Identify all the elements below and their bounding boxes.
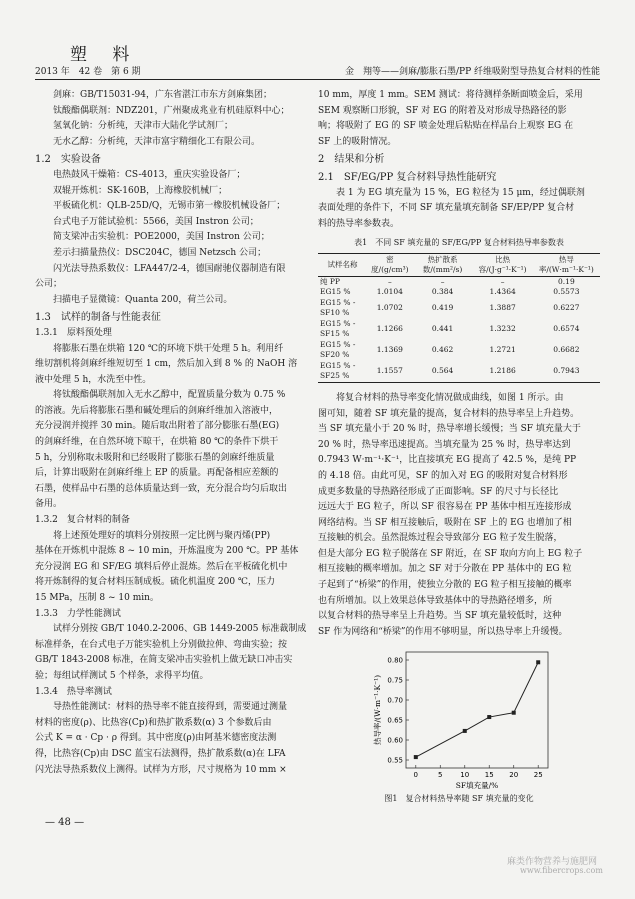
text-line: 差示扫描量热仪：DSC204C，德国 Netzsch 公司；: [53, 247, 267, 258]
text-line: 得，比热容(Cp)由 DSC 蓝宝石法测得，热扩散系数(α)在 LFA: [35, 748, 286, 759]
text-line: 子起到了“桥梁”的作用，使独立分散的 EG 粒子相互接触的概率: [318, 580, 572, 591]
text-line: 料的热导率参数表。: [318, 218, 400, 229]
y-tick-label: 0.65: [387, 716, 403, 725]
text-line: 氢氧化钠：分析纯，天津市大陆化学试剂厂；: [53, 121, 234, 132]
y-tick-label: 0.75: [387, 676, 403, 685]
text-line: 当 SF 填充量小于 20 % 时，热导率增长缓慢；当 SF 填充量大于: [318, 424, 581, 435]
text-line: 将开炼制得的复合材料压制成板。硫化机温度 200 ℃，压力: [35, 577, 275, 588]
data-point: [536, 661, 540, 665]
table-cell: 1.4364: [489, 287, 516, 297]
y-tick-label: 0.70: [387, 696, 403, 705]
text-line: 1.3.4 热导率测试: [35, 686, 112, 697]
text-line: 钛酸酯偶联剂：NDZ201，广州聚成兆业有机硅原料中心；: [53, 105, 290, 116]
table-cell: EG15 % -SF25 %: [318, 361, 367, 383]
table-cell: 1.0104: [376, 287, 403, 297]
text-line: 15 MPa，压制 8 ~ 10 min。: [35, 593, 159, 603]
table-row: [318, 319, 600, 340]
x-tick-label: 20: [509, 771, 519, 780]
text-line: 图可知，随着 SF 填充量的提高，复合材料的热导率呈上升趋势。: [318, 408, 580, 419]
text-line: 0.7943 W·m⁻¹·K⁻¹，比直接填充 EG 提高了 42.5 %，是纯 PP: [318, 455, 577, 466]
table-row: [318, 298, 600, 319]
table-cell: 0.7943: [533, 361, 600, 383]
text-line: SF 上的吸附情况。: [318, 136, 397, 147]
table-cell: 0.6227: [553, 303, 580, 313]
right-column-top-text: [318, 88, 600, 232]
text-line: 的剑麻纤维，在自然环境下晾干，在烘箱 80 ℃的条件下烘干: [35, 437, 279, 448]
text-line: 表 1 为 EG 填充量为 15 %，EG 粒径为 15 μm，经过偶联剂: [336, 187, 585, 198]
table-header-row: [318, 253, 600, 276]
table-cell: 1.1557: [367, 361, 413, 383]
table-row: [318, 276, 600, 287]
text-line: 成更多数量的导热路径形成了正面影响。SF 的尺寸与长径比: [318, 486, 559, 497]
table-cell: 1.3232: [489, 324, 516, 334]
table-cell: 1.1369: [376, 345, 403, 355]
text-line: 互接触的机会。虽然混炼过程会导致部分 EG 粒子发生脱落，: [318, 533, 563, 544]
table-header-cell: 热扩散系数/(mm²/s): [413, 253, 473, 276]
table-cell: 0.6682: [553, 345, 580, 355]
table-row: [318, 287, 600, 298]
text-line: 但是大部分 EG 粒子脱落在 SF 附近，在 SF 取向方向上 EG 粒子: [318, 548, 583, 559]
right-column-bottom-text: [318, 391, 600, 641]
text-line: 充分浸润并搅拌 30 min。随后取出附着了部分膨胀石墨(EG): [35, 421, 280, 432]
table-cell: 0.441: [431, 324, 454, 334]
text-line: GB/T 1843-2008 标准，在简支梁冲击实验机上做无缺口冲击实: [35, 655, 293, 666]
text-line: 充分浸润 EG 和 SF/EG 填料后停止混炼。然后在平板硫化机中: [35, 561, 288, 572]
watermark-en: www.fibercrops.com: [520, 866, 603, 875]
table-header-cell: 密度/(g/cm³): [367, 253, 413, 276]
table-header-cell: 比热容/(J·g⁻¹·K⁻¹): [473, 253, 533, 276]
table-cell: EG15 % -SF10 %: [320, 297, 356, 318]
text-line: 1.3.2 复合材料的制备: [35, 515, 130, 526]
text-line: SF 作为网络和“桥梁”的作用不够明显，所以热导率上升缓慢。: [318, 626, 568, 637]
text-line: 相互接触的概率增加。加之 SF 对于分散在 PP 基体中的 EG 粒: [318, 564, 572, 575]
table-cell: 0.19: [558, 276, 575, 286]
table-cell: 1.0702: [376, 303, 403, 313]
section-heading: 1.2 实验设备: [35, 154, 101, 166]
text-line: 的 4.18 倍。由此可见，SF 的加入对 EG 的吸附对复合材料形: [318, 470, 568, 481]
data-point: [487, 715, 491, 719]
table-cell: 0.5573: [553, 287, 580, 297]
table-cell: 1.3887: [489, 303, 516, 313]
text-line: SEM 观察断口形貌，SF 对 EG 的附着及对形成导热路径的影: [318, 105, 567, 116]
section-heading: 2.1 SF/EG/PP 复合材料导热性能研究: [318, 171, 497, 183]
text-line: 的溶液。先后将膨胀石墨和碱处理后的剑麻纤维加入溶液中，: [35, 405, 279, 416]
text-line: 5 h，分别称取未吸附和已经吸附了膨胀石墨的剑麻纤维质量: [35, 452, 275, 463]
x-tick-label: 10: [460, 771, 470, 780]
table-body: [318, 276, 600, 382]
table-row: [318, 340, 600, 361]
figure-caption: 图1 复合材料热导率随 SF 填充量的变化: [384, 794, 534, 804]
section-heading: 2 结果和分析: [318, 154, 385, 166]
text-line: 基体在开炼机中混炼 8 ~ 10 min，开炼温度为 200 ℃。PP 基体: [35, 546, 299, 557]
table-row: [318, 361, 600, 383]
table-cell: 纯 PP: [320, 276, 340, 286]
text-line: 无水乙醇：分析纯，天津市富宇精细化工有限公司。: [53, 136, 261, 147]
y-tick-label: 0.55: [387, 756, 403, 765]
text-line: 也有所增加。以上效果总体导致基体中的导热路径增多，所: [318, 595, 553, 606]
text-line: 维切割机将剑麻纤维短切至 1 cm，然后加入到 8 % 的 NaOH 溶: [35, 359, 298, 370]
table-caption: 表1 不同 SF 填充量的 SF/EG/PP 复合材料热导率参数表: [354, 238, 564, 248]
text-line: 双辊开炼机：SK-160B，上海橡胶机械厂；: [53, 185, 228, 196]
text-line: 导热性能测试：材料的热导率不能直接得到，需要通过测量: [53, 702, 288, 713]
text-line: 将上述预处理好的填料分别按照一定比例与聚丙烯(PP): [53, 530, 271, 541]
x-tick-label: 15: [484, 771, 494, 780]
y-axis-label: 热导率/(W·m⁻¹·K⁻¹): [373, 675, 382, 746]
text-line: 响；将吸附了 EG 的 SF 喷金处理后粘贴在样品台上观察 EG 在: [318, 121, 574, 132]
x-tick-label: 25: [533, 771, 543, 780]
data-point: [414, 756, 418, 760]
text-line: 远远大于 EG 粒子，所以 SF 很容易在 PP 基体中相互连接形成: [318, 502, 572, 513]
header-rule: [35, 79, 600, 80]
text-line: 将膨胀石墨在烘箱 120 ℃的环境下烘干处理 5 h。利用纤: [53, 343, 284, 354]
chart-svg: [318, 646, 600, 791]
thermal-conductivity-table: [318, 253, 600, 383]
text-line: 简支梁冲击实验机：POE2000，美国 Instron 公司；: [53, 232, 270, 243]
figure-1-chart: [318, 646, 600, 791]
x-tick-label: 0: [413, 771, 419, 780]
text-line: 试样分别按 GB/T 1040.2-2006、GB 1449-2005 标准裁制成: [53, 624, 307, 635]
table-cell: –: [440, 276, 445, 286]
table-cell: –: [387, 276, 392, 286]
text-line: 网络结构。当 SF 相互接触后，吸附在 SF 上的 EG 也增加了相: [318, 517, 572, 528]
table-cell: EG15 % -SF20 %: [320, 339, 356, 360]
text-line: 10 mm，厚度 1 mm。SEM 测试：将待测样条断面喷金后，采用: [318, 90, 583, 100]
text-line: 石墨，使样品中石墨的总体质量达到一致，充分混合均匀后取出: [35, 483, 288, 494]
text-line: 将复合材料的热导率变化情况做成曲线，如图 1 所示。由: [336, 392, 564, 403]
data-point: [512, 711, 516, 715]
text-line: 后，计算出吸附在剑麻纤维上 EP 的质量。再配备相应差额的: [35, 468, 279, 479]
y-tick-label: 0.60: [387, 736, 403, 745]
table-cell: EG15 % -SF15 %: [320, 318, 356, 339]
y-tick-label: 0.80: [387, 656, 403, 665]
text-line: 剑麻：GB/T15031-94，广东省湛江市东方剑麻集团；: [53, 90, 272, 100]
issue-info: 2013 年 42 卷 第 6 期: [35, 67, 141, 77]
text-line: 台式电子万能试验机：5566，美国 Instron 公司；: [53, 216, 259, 227]
running-title: 金 翔等——剑麻/膨胀石墨/PP 纤维吸附型导热复合材料的性能: [344, 67, 600, 77]
watermark-cn: 麻类作物营养与施肥网: [507, 857, 598, 867]
table-cell: 0.384: [431, 287, 454, 297]
table-cell: 0.6574: [553, 324, 580, 334]
table-cell: EG15 %: [320, 287, 351, 297]
data-point: [463, 729, 467, 733]
x-axis-label: SF填充量/%: [455, 781, 499, 791]
text-line: 公司；: [35, 279, 63, 290]
text-line: 闪光法导热系数仪：LFA447/2-4，德国耐驰仪器制造有限: [53, 263, 286, 274]
text-line: 以复合材料的热导率呈上升趋势。当 SF 填充量较低时，这种: [318, 611, 562, 622]
left-column: [35, 88, 317, 778]
text-line: 闪光法导热系数仪上测得。试样为方形，尺寸规格为 10 mm ×: [35, 764, 287, 775]
text-line: 材料的密度(ρ)、比热容(Cp)和热扩散系数(α) 3 个参数后由: [35, 717, 272, 728]
text-line: 验；每组试样测试 5 个样条，求得平均值。: [35, 670, 209, 681]
text-line: 1.3.3 力学性能测试: [35, 608, 121, 619]
text-line: 标准样条，在台式电子万能实验机上分别做拉伸、弯曲实验；按: [35, 639, 288, 650]
table-cell: 1.1266: [376, 324, 403, 334]
journal-name: 塑 料: [70, 45, 140, 65]
text-line: 20 % 时，热导率迅速提高。当填充量为 25 % 时，热导率达到: [318, 439, 571, 450]
series-line: [416, 663, 538, 758]
table-cell: 0.462: [431, 345, 454, 355]
table-cell: 1.2721: [489, 345, 516, 355]
table-cell: 1.2186: [473, 361, 533, 383]
text-line: 1.3.1 原料预处理: [35, 327, 112, 338]
text-line: 电热鼓风干燥箱：CS-4013，重庆实验设备厂；: [53, 169, 246, 180]
right-column: [318, 88, 600, 807]
section-heading: 1.3 试样的制备与性能表征: [35, 312, 161, 324]
text-line: 平板硫化机：QLB-25D/Q，无锡市第一橡胶机械设备厂；: [53, 201, 286, 212]
x-tick-label: 5: [438, 771, 443, 780]
table-header-cell: 试样名称: [318, 253, 367, 276]
text-line: 备用。: [35, 499, 63, 510]
text-line: 表面处理的条件下，不同 SF 填充量填充制备 SF/EP/PP 复合材: [318, 203, 575, 214]
table-cell: 0.564: [413, 361, 473, 383]
table-header-cell: 热导率/(W·m⁻¹·K⁻¹): [533, 253, 600, 276]
text-line: 扫描电子显微镜：Quanta 200，荷兰公司。: [53, 294, 233, 305]
page-number: — 48 —: [45, 817, 85, 828]
text-line: 将钛酸酯偶联剂加入无水乙醇中，配置质量分数为 0.75 %: [53, 390, 286, 401]
table-cell: 0.419: [431, 303, 454, 313]
table-cell: –: [500, 276, 505, 286]
text-line: 公式 K = α · Cp · ρ 得到。其中密度(ρ)由阿基米德密度法测: [35, 733, 277, 744]
text-line: 液中处理 5 h，水洗至中性。: [35, 374, 152, 385]
